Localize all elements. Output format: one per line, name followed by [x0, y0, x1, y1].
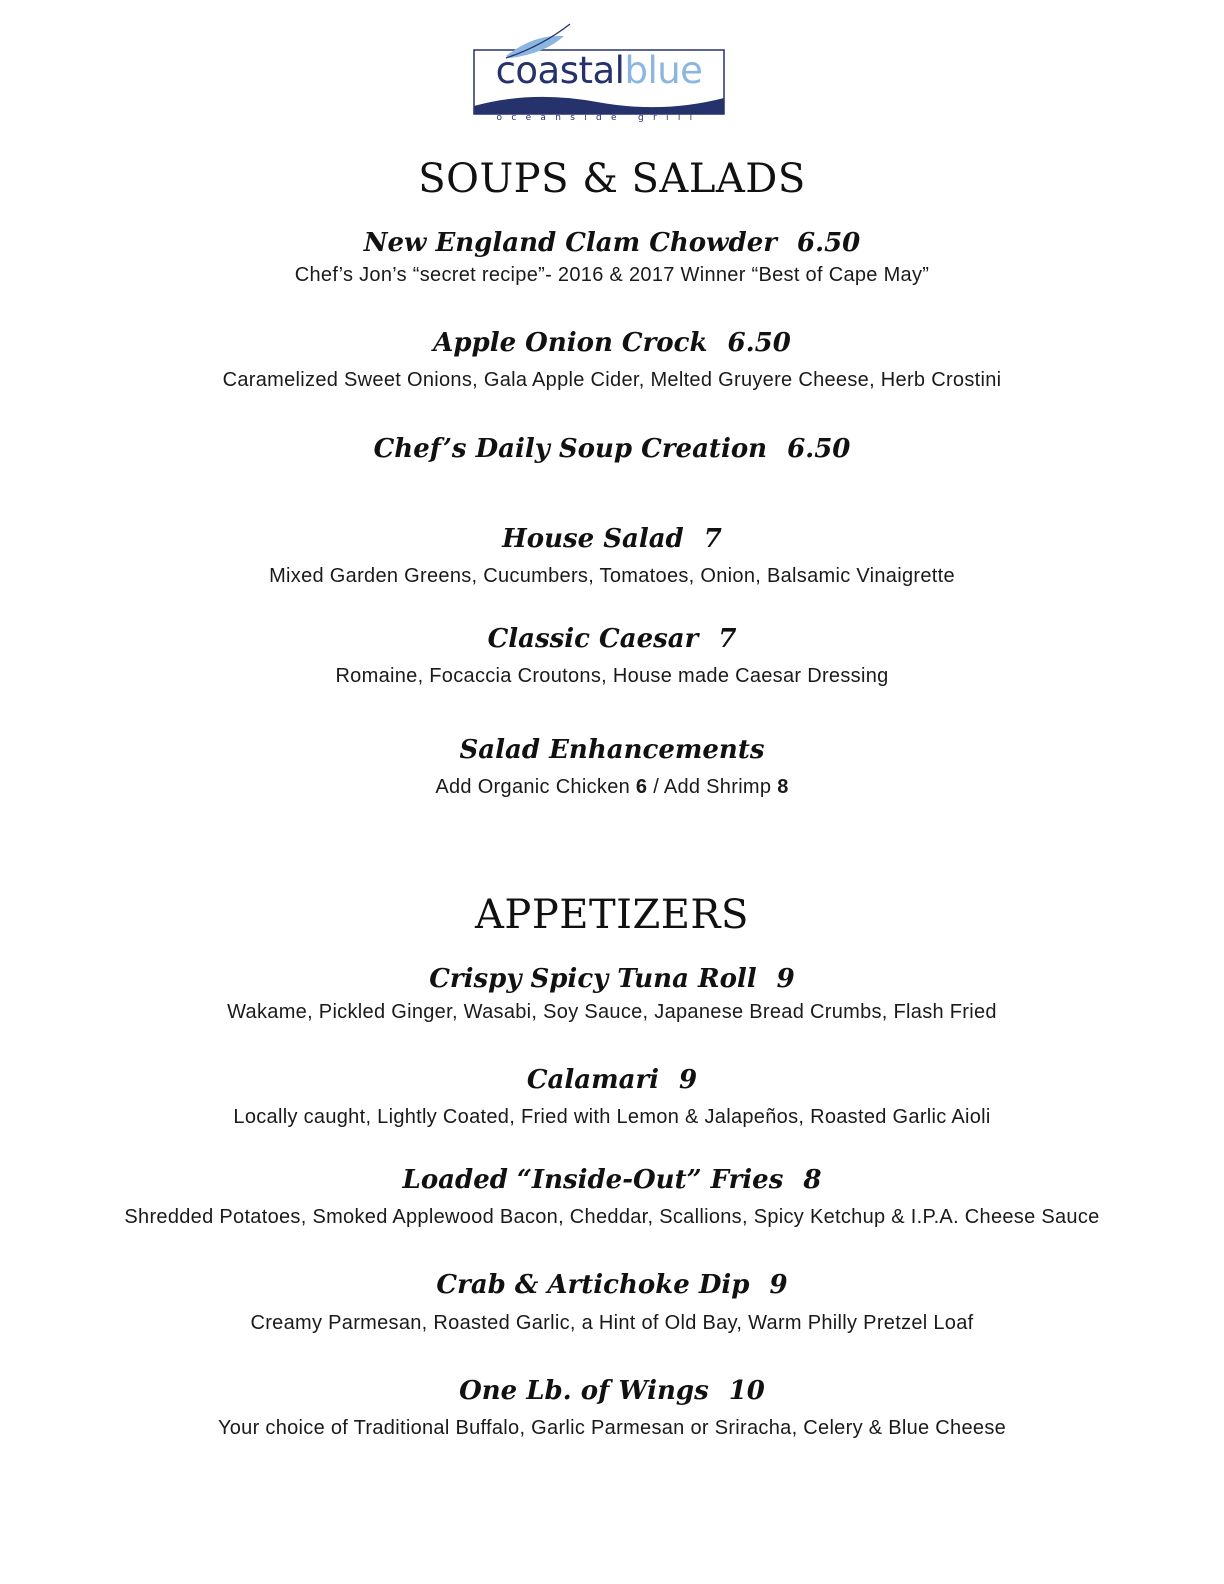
menu-item-price: 6.50: [796, 228, 861, 258]
enhancement-separator: /: [653, 776, 660, 798]
menu-item-description: Chef’s Jon’s “secret recipe”- 2016 & 2017 Winner “Best of Cape May”: [294, 264, 930, 286]
menu-item-price: 6.50: [787, 434, 851, 464]
menu-item-description: Caramelized Sweet Onions, Gala Apple Cider, Melted Gruyere Cheese, Herb Crostini: [222, 369, 1002, 391]
restaurant-logo: [472, 22, 726, 128]
menu-item-title: [0, 1163, 1224, 1197]
menu-item-description: Your choice of Traditional Buffalo, Garlic Parmesan or Sriracha, Celery & Blue Cheese: [217, 1417, 1007, 1439]
logo-tagline: oceanside grill: [496, 113, 702, 123]
enhancement-shrimp-price: 8: [777, 776, 789, 798]
menu-item-price: 8: [803, 1165, 822, 1195]
menu-item-price: 7: [703, 524, 722, 554]
menu-item-name: Crispy Spicy Tuna Roll: [429, 964, 757, 994]
menu-item-title: [0, 326, 1224, 360]
menu-item-price: 9: [679, 1065, 698, 1095]
menu-item-name: House Salad: [502, 524, 684, 554]
logo-wordmark: [472, 50, 726, 92]
menu-item-description: Romaine, Focaccia Croutons, House made Caesar Dressing: [335, 665, 889, 687]
section-heading-soups-salads: SOUPS & SALADS: [418, 156, 806, 202]
menu-item-title: [0, 1374, 1224, 1408]
menu-item-price: 6.50: [727, 328, 791, 358]
logo-word-coastal: coastal: [495, 49, 625, 92]
menu-item-name: One Lb. of Wings: [459, 1376, 709, 1406]
menu-item-name: New England Clam Chowder: [363, 228, 777, 258]
menu-item-name: Loaded “Inside-Out” Fries: [402, 1165, 784, 1195]
menu-item-title: [0, 962, 1224, 996]
menu-item-name: Crab & Artichoke Dip: [436, 1270, 750, 1300]
menu-item-name: Classic Caesar: [487, 624, 699, 654]
menu-item-description: Wakame, Pickled Ginger, Wasabi, Soy Sauce, Japanese Bread Crumbs, Flash Fried: [227, 1001, 997, 1023]
menu-item-price: 9: [776, 964, 795, 994]
menu-item-description: Mixed Garden Greens, Cucumbers, Tomatoes, Onion, Balsamic Vinaigrette: [269, 565, 955, 587]
menu-item-description: Shredded Potatoes, Smoked Applewood Bacon, Cheddar, Scallions, Spicy Ketchup & I.P.A. Cheese Sauce: [124, 1206, 1100, 1228]
menu-item-title: [0, 226, 1224, 260]
enhancement-chicken-label: Add Organic Chicken: [435, 776, 631, 798]
menu-item-title: [0, 1268, 1224, 1302]
menu-item-description: Creamy Parmesan, Roasted Garlic, a Hint of Old Bay, Warm Philly Pretzel Loaf: [250, 1312, 974, 1334]
menu-item-name: Apple Onion Crock: [433, 328, 708, 358]
menu-item-description: Locally caught, Lightly Coated, Fried with Lemon & Jalapeños, Roasted Garlic Aioli: [233, 1106, 991, 1128]
salad-enhancements-title: Salad Enhancements: [459, 735, 765, 765]
salad-enhancements-options: [0, 774, 1224, 800]
enhancement-chicken-price: 6: [635, 776, 648, 798]
menu-item-price: 7: [718, 624, 737, 654]
section-heading-appetizers: APPETIZERS: [475, 892, 749, 938]
menu-item-price: 9: [769, 1270, 788, 1300]
menu-item-title: [0, 622, 1224, 656]
enhancement-shrimp-label: Add Shrimp: [663, 776, 772, 798]
menu-item-name: Calamari: [526, 1065, 660, 1095]
menu-item-title: [0, 522, 1224, 556]
menu-item-title: [0, 1063, 1224, 1097]
logo-word-blue: blue: [624, 49, 703, 92]
menu-item-price: 10: [728, 1376, 765, 1406]
menu-item-title: [0, 432, 1224, 466]
menu-item-name: Chef’s Daily Soup Creation: [373, 434, 768, 464]
